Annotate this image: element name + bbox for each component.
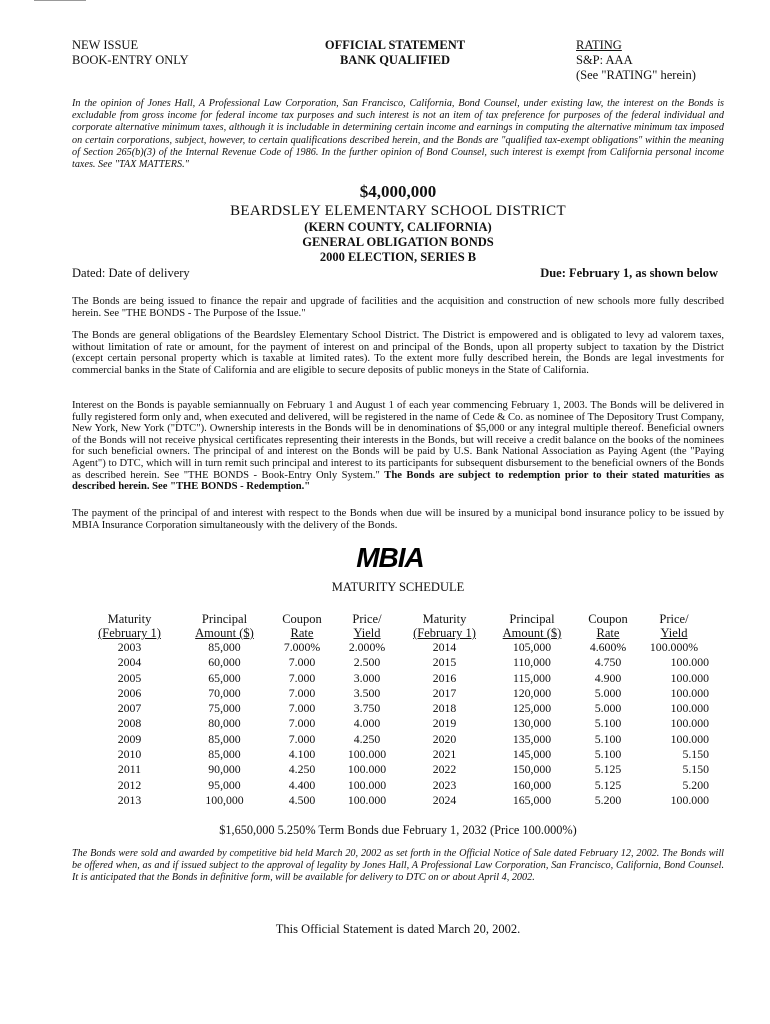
statement-date-line: This Official Statement is dated March 20, 2002. [275, 922, 521, 936]
table-cell: 100.000 [347, 792, 387, 807]
issue-type-block [72, 38, 189, 68]
mbia-logo-text: MBIA [356, 542, 424, 572]
table-cell: 7.000 [288, 670, 316, 685]
document-type-block [300, 38, 490, 68]
table-cell: 2024 [432, 792, 457, 807]
table-cell: 2023 [432, 777, 457, 792]
table-cell: 5.100 [594, 747, 622, 762]
new-issue-label: NEW ISSUE [72, 38, 139, 52]
header-coupon-2: Coupon Rate [588, 612, 628, 640]
table-cell: 90,000 [208, 762, 241, 777]
table-cell: 2007 [117, 701, 142, 716]
table-cell: 2008 [117, 716, 142, 731]
table-cell: 100.000 [670, 701, 709, 716]
table-cell: 100,000 [205, 792, 244, 807]
table-cell: 5.200 [682, 777, 709, 792]
table-cell: 100.000 [347, 777, 387, 792]
table-cell: 100.000 [670, 655, 709, 670]
table-cell: 3.500 [353, 685, 381, 700]
table-cell: 2004 [117, 655, 142, 670]
table-cell: 5.125 [594, 777, 622, 792]
table-cell: 125,000 [512, 701, 552, 716]
table-cell: 75,000 [208, 701, 241, 716]
table-cell: 100.000% [649, 640, 699, 654]
table-cell: 2010 [117, 747, 142, 762]
table-cell: 120,000 [512, 685, 552, 700]
table-cell: 2017 [432, 685, 457, 700]
maturity-schedule-title: MATURITY SCHEDULE [331, 580, 465, 594]
table-cell: 4.500 [288, 792, 316, 807]
due-line: Due: February 1, as shown below [540, 266, 718, 280]
table-cell: 2015 [432, 655, 457, 670]
table-cell: 4.600% [589, 640, 627, 654]
table-cell: 130,000 [512, 716, 552, 731]
table-cell: 85,000 [208, 640, 241, 654]
table-cell: 3.750 [353, 701, 381, 716]
table-cell: 3.000 [353, 670, 381, 685]
interest-paragraph [72, 400, 724, 493]
table-cell: 2009 [117, 731, 142, 746]
table-cell: 4.100 [288, 747, 316, 762]
table-row [82, 762, 709, 777]
tax-opinion-paragraph: In the opinion of Jones Hall, A Professional Law Corporation, San Francisco, California, Bond Counsel, under existing law, the interest on the Bonds is excludable from gross income for federal income tax purposes and such interest is not an item of tax preference for purposes of the federal individual and corporate alternative minimum taxes, although it is includable in determining certain income and earnings in computing the alternative minimum tax imposed on certain corporations, subject, however, to certain qualifications described herein, and the Bonds are "qualified tax-exempt obligations" within the meaning of Section 265(b)(3) of the Internal Revenue Code of 1986. In the further opinion of Bond Counsel, such interest is exempt from California personal income taxes. See "TAX MATTERS." [72, 98, 724, 171]
maturity-schedule-table [82, 612, 709, 808]
table-cell: 4.000 [353, 716, 381, 731]
rating-block [576, 38, 696, 83]
table-cell: 5.100 [594, 716, 622, 731]
series-name: 2000 ELECTION, SERIES B [319, 250, 477, 264]
table-cell: 85,000 [208, 731, 241, 746]
insurance-paragraph: The payment of the principal of and interest with respect to the Bonds when due will be insured by a municipal bond insurance policy to be issued by MBIA Insurance Corporation simultaneously with the delivery of the Bonds. [72, 508, 724, 531]
table-cell: 60,000 [208, 655, 241, 670]
table-cell: 7.000 [288, 701, 316, 716]
table-cell: 2014 [432, 640, 457, 654]
table-row [82, 716, 709, 731]
book-entry-label: BOOK-ENTRY ONLY [72, 53, 189, 67]
rating-heading: RATING [576, 38, 622, 52]
table-cell: 2020 [432, 731, 457, 746]
table-cell: 2019 [432, 716, 457, 731]
table-cell: 145,000 [512, 747, 552, 762]
rating-reference: (See "RATING" herein) [576, 68, 696, 82]
table-cell: 135,000 [512, 731, 552, 746]
table-cell: 5.150 [682, 762, 709, 777]
table-cell: 150,000 [512, 762, 552, 777]
table-cell: 100.000 [670, 716, 709, 731]
table-cell: 5.200 [594, 792, 622, 807]
dated-line: Dated: Date of delivery [72, 266, 190, 280]
schedule-header-row [82, 612, 709, 640]
table-cell: 100.000 [670, 731, 709, 746]
table-cell: 70,000 [208, 685, 241, 700]
purpose-paragraph: The Bonds are being issued to finance the repair and upgrade of facilities and the acquisition and construction of new schools more fully described herein. See "THE BONDS - The Purpose of the Issue." [72, 296, 724, 319]
issue-amount: $4,000,000 [359, 182, 437, 201]
header-price-yield-2: Price/ Yield [659, 612, 689, 640]
table-cell: 5.150 [682, 747, 709, 762]
table-cell: 7.000 [288, 716, 316, 731]
table-cell: 2006 [117, 685, 142, 700]
scan-corner-mark [34, 0, 86, 4]
county-name: (KERN COUNTY, CALIFORNIA) [304, 220, 492, 234]
table-cell: 7.000 [288, 655, 316, 670]
table-cell: 2016 [432, 670, 457, 685]
header-principal-2: Principal Amount ($) [502, 612, 562, 640]
district-name: BEARDSLEY ELEMENTARY SCHOOL DISTRICT [230, 203, 566, 219]
header-maturity-2: Maturity (February 1) [413, 612, 476, 640]
redemption-notice: The Bonds are subject to redemption prior to their stated maturities as described herein. See "THE BONDS - Redemption." [72, 469, 724, 493]
table-cell: 105,000 [512, 640, 552, 654]
table-cell: 7.000 [288, 685, 316, 700]
header-maturity: Maturity (February 1) [98, 612, 161, 640]
table-cell: 100.000 [347, 747, 387, 762]
table-cell: 4.250 [353, 731, 381, 746]
table-cell: 2.500 [353, 655, 381, 670]
header-coupon: Coupon Rate [282, 612, 322, 640]
table-row [82, 655, 709, 670]
table-cell: 2021 [432, 747, 457, 762]
table-cell: 4.900 [594, 670, 622, 685]
table-cell: 85,000 [208, 747, 241, 762]
table-cell: 100.000 [670, 685, 709, 700]
table-cell: 100.000 [670, 670, 709, 685]
table-cell: 2005 [117, 670, 142, 685]
header-price-yield: Price/ Yield [352, 612, 382, 640]
interest-paragraph-text: Interest on the Bonds is payable semiannually on February 1 and August 1 of each year commencing February 1, 2003. The Bonds will be delivered in fully registered form only and, when executed and delivered, will be registered in the name of Cede & Co. as nominee of The Depository Trust Company, New York, New York ("DTC"). Ownership interests in the Bonds will be in denominations of $5,000 or any integral multiple thereof. Beneficial owners of the Bonds will not receive physical certificates representing their interests in the Bonds, but will receive a credit balance on the books of the nominees for such beneficial owners. The principal of and interest on the Bonds will be paid by U.S. Bank National Association as Paying Agent (the "Paying Agent") to DTC, which will in turn remit such principal and interest to its participants for subsequent disbursement to the beneficial owners of the Bonds as described herein. See "THE BONDS - Book-Entry Only System." [72, 400, 724, 481]
table-cell: 65,000 [208, 670, 241, 685]
table-cell: 7.000% [283, 640, 321, 654]
table-cell: 2.000% [348, 640, 386, 654]
table-cell: 100.000 [670, 792, 709, 807]
table-cell: 2022 [432, 762, 457, 777]
table-row [82, 671, 709, 686]
table-cell: 80,000 [208, 716, 241, 731]
table-row [82, 778, 709, 793]
table-cell: 5.125 [594, 762, 622, 777]
table-row [82, 640, 709, 655]
table-cell: 110,000 [513, 655, 551, 670]
table-cell: 2013 [117, 792, 142, 807]
table-cell: 95,000 [208, 777, 241, 792]
header-principal: Principal Amount ($) [195, 612, 254, 640]
table-row [82, 701, 709, 716]
table-row [82, 686, 709, 701]
term-bonds-line: $1,650,000 5.250% Term Bonds due February 1, 2032 (Price 100.000%) [219, 823, 577, 837]
mbia-logo [340, 542, 440, 572]
table-cell: 5.000 [594, 685, 622, 700]
bank-qualified-label: BANK QUALIFIED [339, 53, 451, 67]
table-cell: 5.100 [594, 731, 622, 746]
table-cell: 115,000 [513, 670, 551, 685]
table-cell: 2012 [117, 777, 142, 792]
issue-title-block [72, 182, 724, 265]
official-statement-label: OFFICIAL STATEMENT [324, 38, 466, 52]
table-row [82, 732, 709, 747]
table-cell: 4.250 [288, 762, 316, 777]
table-cell: 160,000 [512, 777, 552, 792]
obligations-paragraph: The Bonds are general obligations of the Beardsley Elementary School District. The District is empowered and is obligated to levy ad valorem taxes, without limitation of rate or amount, for the payment of interest on and principal of the Bonds, upon all property subject to taxation by the District (except certain personal property which is taxable at limited rates). To the extent more fully described herein, the Bonds are legal investments for commercial banks in the State of California and are eligible to secure deposits of public moneys in the State of California. [72, 330, 724, 376]
rating-value: S&P: AAA [576, 53, 633, 67]
table-cell: 4.400 [288, 777, 316, 792]
table-row [82, 793, 709, 808]
table-cell: 2018 [432, 701, 457, 716]
sale-notice-paragraph: The Bonds were sold and awarded by competitive bid held March 20, 2002 as set forth in the Official Notice of Sale dated February 12, 2002. The Bonds will be offered when, as and if issued subject to the approval of legality by Jones Hall, A Professional Law Corporation, San Francisco, California, Bond Counsel. It is anticipated that the Bonds in definitive form, will be available for delivery to DTC on or about April 4, 2002. [72, 848, 724, 884]
table-cell: 7.000 [288, 731, 316, 746]
table-cell: 5.000 [594, 701, 622, 716]
table-row [82, 747, 709, 762]
table-cell: 2003 [117, 640, 142, 654]
table-cell: 100.000 [347, 762, 387, 777]
table-cell: 165,000 [512, 792, 552, 807]
table-cell: 2011 [117, 762, 142, 777]
bond-type: GENERAL OBLIGATION BONDS [302, 235, 494, 249]
table-cell: 4.750 [594, 655, 622, 670]
